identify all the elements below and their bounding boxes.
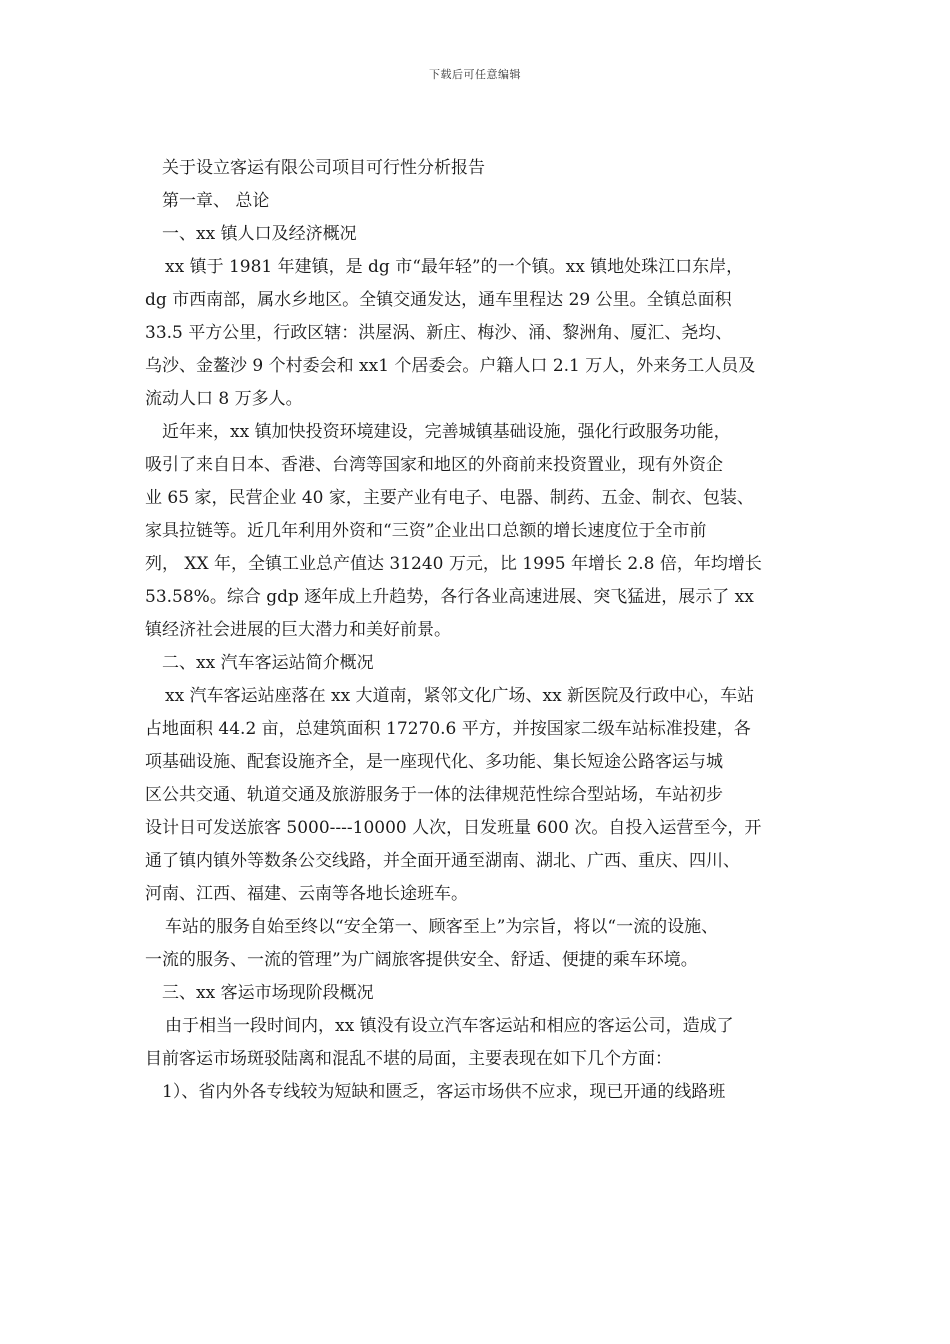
paragraph-line: 车站的服务自始至终以“安全第一、顾客至上”为宗旨，将以“一流的设施、	[165, 917, 719, 937]
paragraph-line: 一流的服务、一流的管理”为广阔旅客提供安全、舒适、便捷的乘车环境。	[145, 950, 698, 970]
paragraph-line: 设计日可发送旅客 5000----10000 人次，日发班量 600 次。自投入运营至今，开	[145, 818, 762, 838]
paragraph-line: 由于相当一段时间内，xx 镇没有设立汽车客运站和相应的客运公司，造成了	[165, 1016, 734, 1036]
paragraph-line: 目前客运市场斑驳陆离和混乱不堪的局面，主要表现在如下几个方面：	[145, 1049, 672, 1069]
paragraph-line: 1）、省内外各专线较为短缺和匮乏，客运市场供不应求，现已开通的线路班	[162, 1082, 726, 1102]
chapter-heading: 第一章、 总论	[162, 191, 270, 211]
document-body	[145, 152, 810, 1109]
paragraph-line: xx 镇于 1981 年建镇，是 dg 市“最年轻”的一个镇。xx 镇地处珠江口东岸，	[165, 257, 744, 277]
section-heading: 一、xx 镇人口及经济概况	[162, 224, 357, 244]
section-heading: 二、xx 汽车客运站简介概况	[162, 653, 374, 673]
paragraph-line: 通了镇内镇外等数条公交线路，并全面开通至湖南、湖北、广西、重庆、四川、	[145, 851, 740, 871]
paragraph-line: 区公共交通、轨道交通及旅游服务于一体的法律规范性综合型站场，车站初步	[145, 785, 723, 805]
paragraph-line: 流动人口 8 万多人。	[145, 389, 303, 409]
paragraph-line: 近年来，xx 镇加快投资环境建设，完善城镇基础设施，强化行政服务功能，	[162, 422, 731, 442]
paragraph-line: 项基础设施、配套设施齐全，是一座现代化、多功能、集长短途公路客运与城	[145, 752, 723, 772]
paragraph-line: 33.5 平方公里，行政区辖：洪屋涡、新庄、梅沙、涌、黎洲角、厦汇、尧均、	[145, 323, 733, 343]
paragraph-line: 吸引了来自日本、香港、台湾等国家和地区的外商前来投资置业，现有外资企	[145, 455, 723, 475]
paragraph-line: 乌沙、金鳌沙 9 个村委会和 xx1 个居委会。户籍人口 2.1 万人，外来务工人员及	[145, 356, 756, 376]
paragraph-line: 53.58%。综合 gdp 逐年成上升趋势，各行各业高速进展、突飞猛进，展示了 xx	[145, 587, 754, 607]
paragraph-line: 河南、江西、福建、云南等各地长途班车。	[145, 884, 468, 904]
paragraph-line: xx 汽车客运站座落在 xx 大道南，紧邻文化广场、xx 新医院及行政中心，车站	[165, 686, 755, 706]
report-title: 关于设立客运有限公司项目可行性分析报告	[162, 158, 485, 178]
paragraph-line: 镇经济社会进展的巨大潜力和美好前景。	[145, 620, 451, 640]
paragraph-line: 列， XX 年，全镇工业总产值达 31240 万元，比 1995 年增长 2.8 倍，年均增长	[145, 554, 762, 574]
paragraph-line: 业 65 家，民营企业 40 家，主要产业有电子、电器、制药、五金、制衣、包装、	[145, 488, 754, 508]
paragraph-line: 占地面积 44.2 亩，总建筑面积 17270.6 平方，并按国家二级车站标准投建，各	[145, 719, 751, 739]
page-header: 下载后可任意编辑	[429, 68, 521, 81]
paragraph-line: 家具拉链等。近几年利用外资和“三资”企业出口总额的增长速度位于全市前	[145, 521, 707, 541]
section-heading: 三、xx 客运市场现阶段概况	[162, 983, 374, 1003]
paragraph-line: dg 市西南部，属水乡地区。全镇交通发达，通车里程达 29 公里。全镇总面积	[145, 290, 732, 310]
